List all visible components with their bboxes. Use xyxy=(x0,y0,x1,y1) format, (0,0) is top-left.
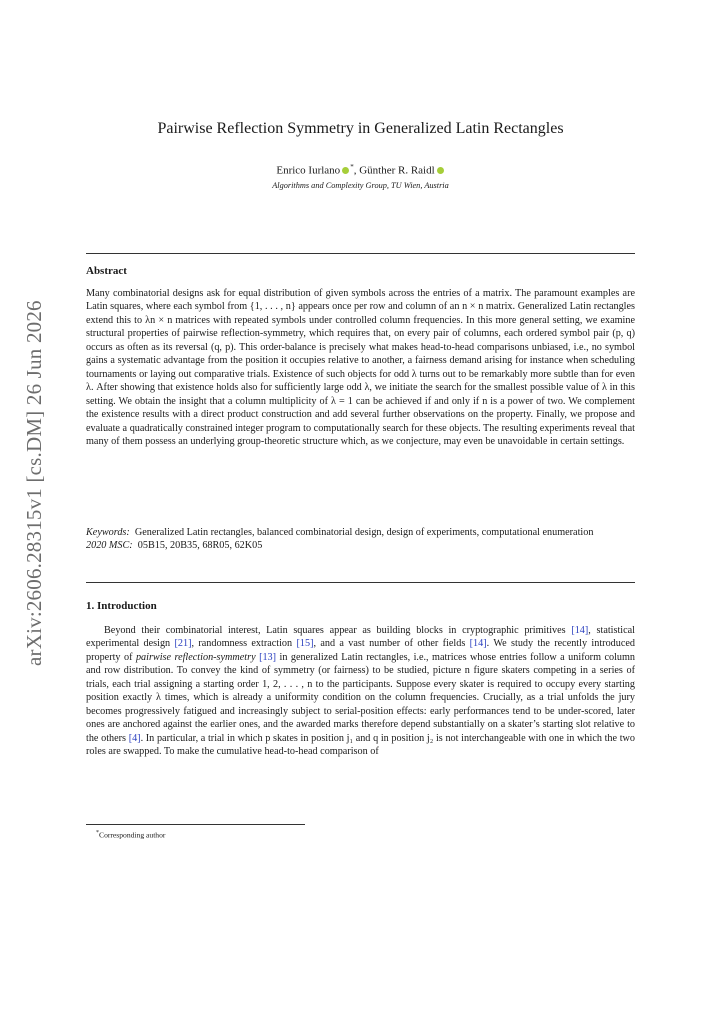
intro-text: . In particular, a trial in which p skates in position j₁ and q in position j₂ is not interchangeable with one in which the two roles are swapped. To make the cumulative head-to-head comparison of xyxy=(86,732,635,758)
intro-text: , statistical experimental design xyxy=(86,625,635,650)
footnote-divider xyxy=(86,824,305,825)
abstract-body: Many combinatorial designs ask for equal distribution of given symbols across the entries of a matrix. The paramount examples are Latin squares, where each symbol from {1, . . . , n} appears once per row and column of an n × n matrix. Generalized Latin rectangles extend this to λn × n matrices with repeated symbols under controlled column frequencies. In this more general setting, we examine structural properties of pairwise reflection-symmetry, which requires that, on every pair of columns, each ordered symbol pair (p, q) occurs as often as its reversal (q, p). This order-balance is precisely what makes head-to-head comparisons unbiased, i.e., no symbol gains a systematic advantage from the position it occupies relative to another, a fairness demand arising for instance when scheduling tournaments or laying out comparative trials. Existence of such objects for odd λ turns out to be remarkably more subtle than for even λ. After showing that existence holds also for sufficiently large odd λ, we initiate the search for the smallest possible value of λ in this setting. We obtain the insight that a column multiplicity of λ = 1 can be achieved if and only if n is a power of two. We complement the existence results with a direct product construction and add several further observations on the property. Finally, we propose and evaluate a quadratically constrained integer program to computationally search for these objects. The resulting experiments reveal that many of them possess an underlying group-theoretic structure which, as we conjecture, may even be unavoidable in certain settings. xyxy=(86,288,635,447)
keywords-text: Generalized Latin rectangles, balanced combinatorial design, design of experiments, computational enumeration xyxy=(134,527,594,538)
abstract-heading: Abstract xyxy=(86,265,127,277)
footnote-text: Corresponding author xyxy=(99,830,166,840)
intro-text: in generalized Latin rectangles, i.e., matrices whose entries follow a uniform column and row distribution. To convey the kind of symmetry (or fairness) to be studied, picture n figure skaters competing in a series of trials, each trial assigning a starting order 1, 2, . . . , n to the participants. Suppose every skater is required to occupy every starting position exactly λ times, which is already a uniformity condition on the column frequencies. Crucially, as a trial unfolds the jury becomes progressively fatigued and increasingly subject to serial-position effects: early performances tend to be under-scored, later ones are anchored against the earlier ones, and the awarded marks therefore depend substantially on a skater’s starting slot relative to the others xyxy=(86,651,636,744)
keywords-block xyxy=(86,526,635,553)
affiliation: Algorithms and Complexity Group, TU Wien, Austria xyxy=(272,181,449,190)
intro-text: . We study the recently introduced property of xyxy=(86,638,635,663)
msc-label: 2020 MSC: xyxy=(86,540,133,552)
section-heading: 1. Introduction xyxy=(86,600,157,612)
introduction-paragraph xyxy=(86,624,635,759)
defined-term: pairwise reflection-symmetry xyxy=(135,651,256,663)
divider xyxy=(86,253,635,254)
intro-text: , randomness extraction xyxy=(191,638,297,650)
paper-title: Pairwise Reflection Symmetry in Generalized Latin Rectangles xyxy=(157,120,564,137)
divider xyxy=(86,582,635,583)
intro-text: Beyond their combinatorial interest, Latin squares appear as building blocks in cryptographic primitives xyxy=(104,625,572,636)
citation-link[interactable]: [13] xyxy=(259,651,277,663)
msc-text: 05B15, 20B35, 68R05, 62K05 xyxy=(137,540,263,552)
citation-link[interactable]: [15] xyxy=(296,638,314,650)
citation-link[interactable]: [14] xyxy=(469,638,487,650)
orcid-icon[interactable] xyxy=(437,167,444,174)
author-name: Enrico Iurlano xyxy=(276,164,341,177)
corresponding-mark: * xyxy=(350,163,354,171)
intro-text: , and a vast number of other fields xyxy=(313,638,470,650)
citation-link[interactable]: [21] xyxy=(174,638,192,650)
author-name: Günther R. Raidl xyxy=(359,164,435,177)
author-list: Enrico Iurlano *, Günther R. Raidl xyxy=(86,160,635,178)
arxiv-sidebar-stamp xyxy=(20,296,50,666)
footnote-mark: * xyxy=(96,830,99,836)
keywords-label: Keywords: xyxy=(86,527,130,538)
citation-link[interactable]: [14] xyxy=(571,625,589,636)
arxiv-identifier: arXiv:2606.28315v1 [cs.DM] 26 Jun 2026 xyxy=(22,300,46,666)
footnote xyxy=(96,828,165,841)
citation-link[interactable]: [4] xyxy=(128,732,141,744)
orcid-icon[interactable] xyxy=(342,167,349,174)
